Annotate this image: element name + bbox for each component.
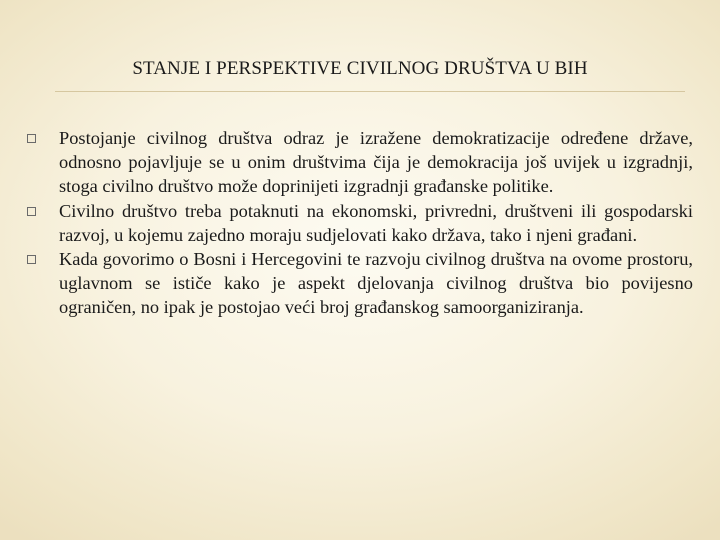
- slide-title: STANJE I PERSPEKTIVE CIVILNOG DRUŠTVA U BIH: [132, 58, 588, 79]
- bullet-text: Kada govorimo o Bosni i Hercegovini te razvoju civilnog društva na ovome prostoru, uglavnom se ističe kako je aspekt djelovanja civilnog društva bio povijesno ograničen, no ipak je postojao veći broj građanskog samoorganiziranja.: [59, 249, 693, 318]
- bullet-square-icon: [27, 207, 36, 216]
- bullet-text: Civilno društvo treba potaknuti na ekonomski, privredni, društveni ili gospodarski razvoj, u kojemu zajedno moraju sudjelovati kako država, tako i njeni građani.: [59, 200, 693, 245]
- bullet-square-icon: [27, 255, 36, 264]
- bullet-square-icon: [27, 134, 36, 143]
- bullet-text: Postojanje civilnog društva odraz je izražene demokratizacije određene države, odnosno pojavljuje se u onim društvima čija je demokracija još uvijek u izgradnji, stoga civilno društvo može doprinijeti izgradnji građanske politike.: [59, 128, 693, 197]
- list-item: [0, 199, 720, 247]
- list-item: [0, 247, 720, 320]
- bullet-list: [0, 126, 720, 320]
- list-item: [0, 126, 720, 199]
- title-divider: [55, 91, 685, 92]
